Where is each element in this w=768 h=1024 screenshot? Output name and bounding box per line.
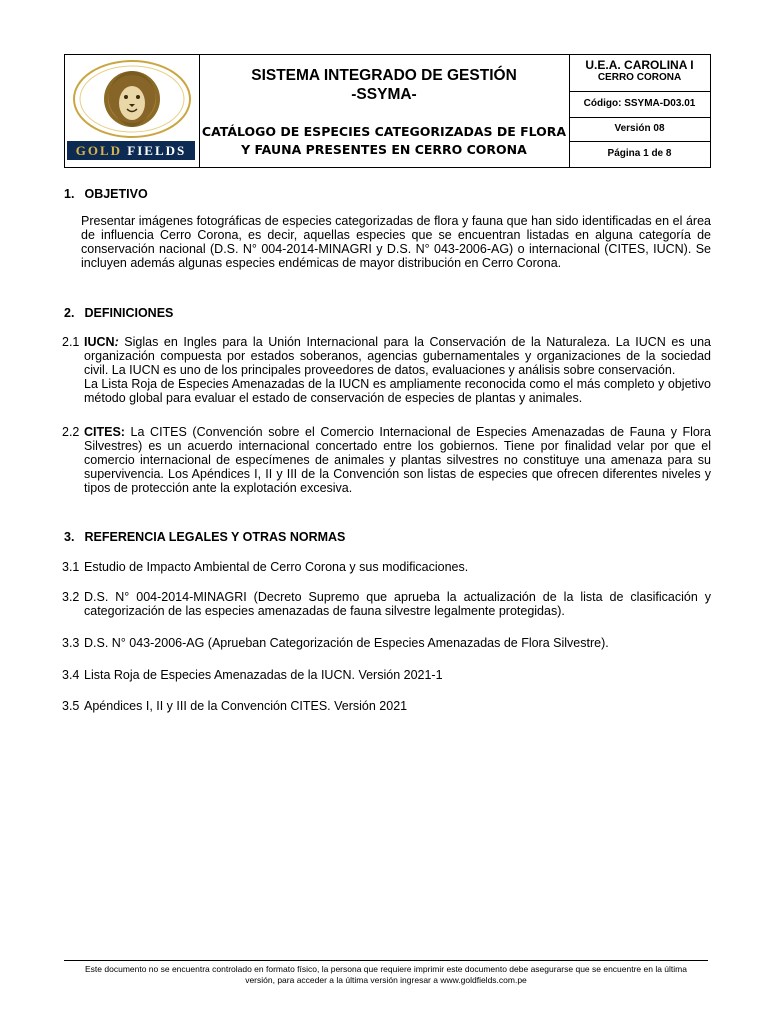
title-cell <box>199 55 570 167</box>
document-code: Código: SSYMA-D03.01 <box>569 91 710 118</box>
document-header <box>64 54 711 168</box>
section-heading-objetivo: 1. OBJETIVO <box>64 187 148 201</box>
lion-logo-icon <box>70 59 194 139</box>
reference-item: 3.5 Apéndices I, II y III de la Convención CITES. Versión 2021 <box>62 699 408 713</box>
section-heading-referencias: 3. REFERENCIA LEGALES Y OTRAS NORMAS <box>64 530 346 544</box>
logo-cell <box>65 55 200 167</box>
footer-note: Este documento no se encuentra controlado en formato físico, la persona que requiere imprimir este documento debe asegurarse que se encuentre en la última versión, para acceder a la última versión ingresar a www.goldfields.com.pe <box>85 964 687 985</box>
objetivo-paragraph: Presentar imágenes fotográficas de especies categorizadas de flora y fauna que han sido identificadas en el área de influencia Cerro Corona, es decir, aquellas especies que se encuentran listadas en alguna categoría de conservación nacional (D.S. N° 004-2014-MINAGRI y D.S. N° 043-2006-AG) o internacional (CITES, IUCN). Se incluyen además algunas especies endémicas de mayor distribución en Cerro Corona. <box>81 214 711 270</box>
footer-divider <box>64 960 708 961</box>
page-number: Página 1 de 8 <box>607 148 672 159</box>
reference-item: 3.1 Estudio de Impacto Ambiental de Cerro Corona y sus modificaciones. <box>62 560 469 574</box>
reference-item: 3.4 Lista Roja de Especies Amenazadas de la IUCN. Versión 2021-1 <box>62 668 443 682</box>
section-heading-definiciones: 2. DEFINICIONES <box>64 306 174 320</box>
document-control-cell <box>569 55 710 167</box>
document-version: Versión 08 <box>569 117 710 142</box>
catalog-title: CATÁLOGO DE ESPECIES CATEGORIZADAS DE FLORA Y FAUNA PRESENTES EN CERRO CORONA <box>201 124 567 157</box>
logo-wordmark: GOLD FIELDS <box>67 141 195 160</box>
definition-iucn: 2.1 IUCN: Siglas en Ingles para la Unión Internacional para la Conservación de la Naturaleza. La IUCN es una organización compuesta por estados soberanos, agencias gubernamentales y organizaciones de la sociedad civil. La IUCN es uno de los principales proveedores de datos, evaluaciones y análisis sobre conservación. La Lista Roja de Especies Amenazadas de la IUCN es ampliamente reconocida como el más completo y objetivo método global para evaluar el estado de conservación de especies de plantas y animales. <box>62 335 711 405</box>
reference-item: 3.3 D.S. N° 043-2006-AG (Aprueban Categorización de Especies Amenazadas de Flora Silvestre). <box>62 636 609 650</box>
definition-cites: 2.2 CITES: La CITES (Convención sobre el Comercio Internacional de Especies Amenazadas de Fauna y Flora Silvestres) es un acuerdo internacional concertado entre los gobiernos. Tiene por finalidad velar por que el comercio internacional de especímenes de animales y plantas silvestres no constituye una amenaza para su supervivencia. Los Apéndices I, II y III de la Convención son listas de especies que ofrecen diferentes niveles y tipos de protección ante la explotación excesiva. <box>62 425 711 495</box>
reference-item: 3.2 D.S. N° 004-2014-MINAGRI (Decreto Supremo que aprueba la actualización de la lista de clasificación y categorización de las especies amenazadas de fauna silvestre legalmente protegidas). <box>62 590 711 618</box>
system-title: SISTEMA INTEGRADO DE GESTIÓN -SSYMA- <box>251 67 517 103</box>
unit-label: U.E.A. CAROLINA I CERRO CORONA <box>569 55 710 92</box>
